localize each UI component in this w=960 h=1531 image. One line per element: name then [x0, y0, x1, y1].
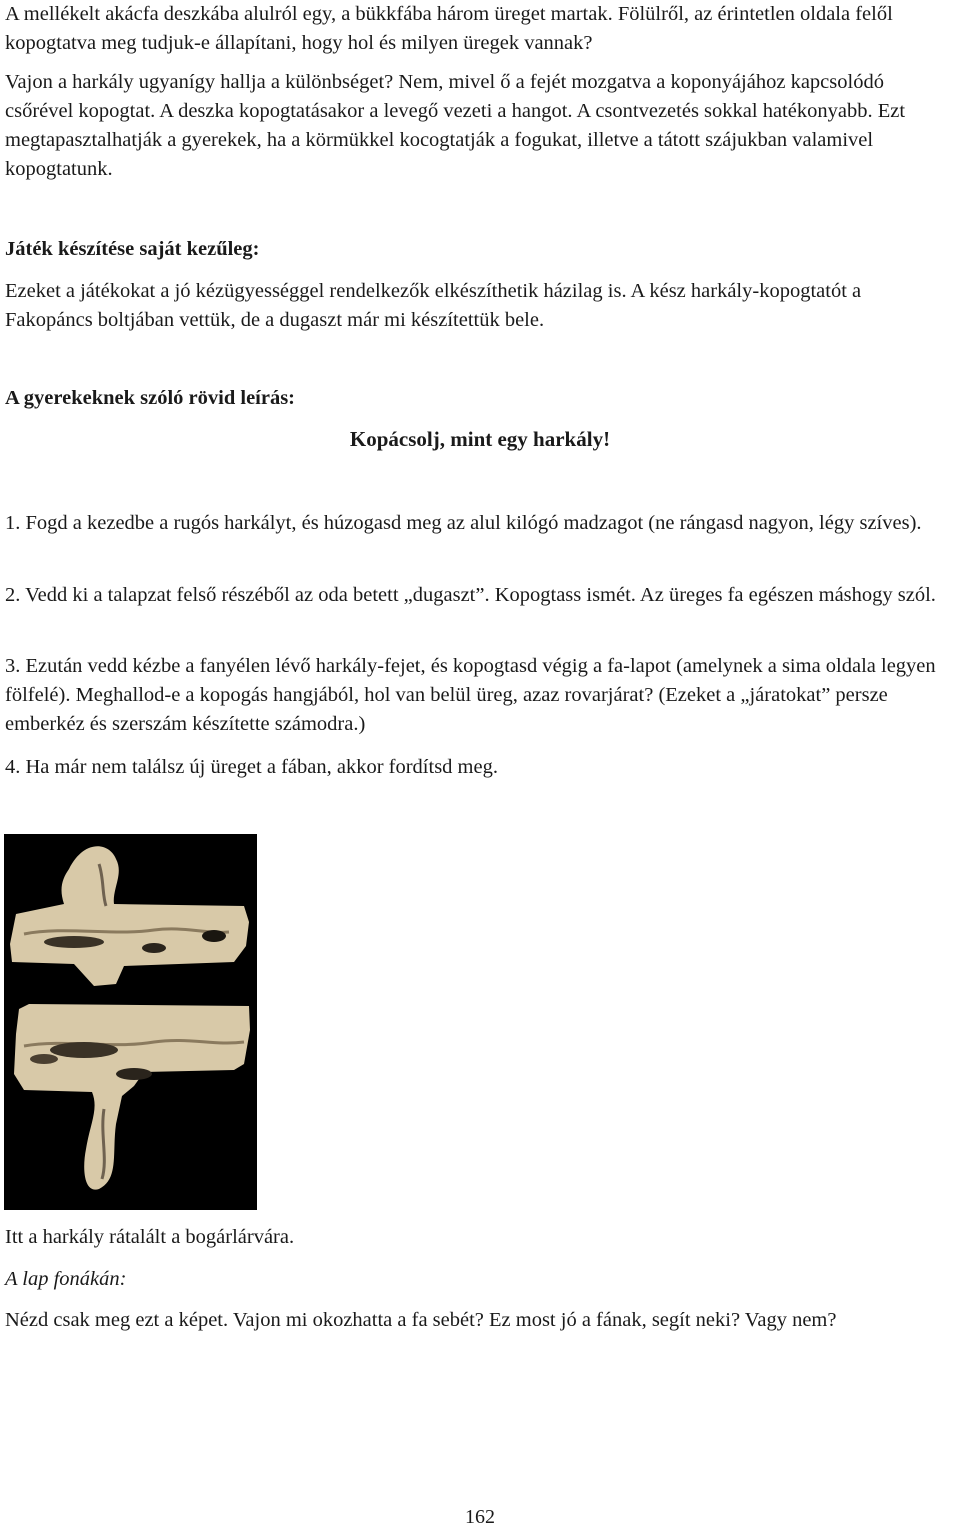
reverse-label: A lap fonákán: — [5, 1268, 127, 1290]
step-4: 4. Ha már nem találsz új üreget a fában, akkor fordítsd meg. — [5, 756, 498, 778]
step-1: 1. Fogd a kezedbe a rugós harkályt, és húzogasd meg az alul kilógó madzagot (ne rángasd nagyon, légy szíves). — [5, 512, 922, 534]
photo-caption: Itt a harkály rátalált a bogárlárvára. — [5, 1226, 295, 1248]
intro-paragraph-2: Vajon a harkály ugyanígy hallja a különbséget? Nem, mivel ő a fejét mozgatva a koponyájához kapcsolódó csőrével kopogtat. A deszka kopogtatásakor a levegő vezeti a hangot. A csontvezetés sokkal hatékonyabb. Ezt megtapasztalhatják a gyerekek, ha a körmükkel kocogtatják a fogukat, illetve a tátott szájukban valamivel kopogtatunk. — [5, 71, 906, 180]
wood-planks-illustration — [4, 834, 257, 1210]
diy-heading: Játék készítése saját kezűleg: — [5, 238, 260, 260]
wood-cavity-photo — [4, 834, 257, 1210]
page-number: 162 — [465, 1506, 495, 1528]
step-3: 3. Ezután vedd kézbe a fanyélen lévő harkály-fejet, és kopogtasd végig a fa-lapot (amelynek a sima oldala legyen fölfelé). Meghallod-e a kopogás hangjából, hol van belül üreg, azaz rovarjárat? (Ezeket a „járatokat” persze emberkéz és szerszám készítette számodra.) — [5, 655, 936, 735]
kids-heading: A gyerekeknek szóló rövid leírás: — [5, 387, 296, 409]
kids-title: Kopácsolj, mint egy harkály! — [349, 427, 611, 451]
reverse-paragraph: Nézd csak meg ezt a képet. Vajon mi okozhatta a fa sebét? Ez most jó a fának, segít neki? Vagy nem? — [5, 1309, 837, 1331]
step-2: 2. Vedd ki a talapzat felső részéből az oda betett „dugaszt”. Kopogtass ismét. Az üreges fa egészen máshogy szól. — [5, 584, 936, 606]
intro-paragraph-1: A mellékelt akácfa deszkába alulról egy, a bükkfába három üreget martak. Fölülről, az érintetlen oldala felől kopogtatva meg tudjuk-e állapítani, hogy hol és milyen üregek vannak? — [5, 3, 893, 54]
diy-paragraph: Ezeket a játékokat a jó kézügyességgel rendelkezők elkészíthetik házilag is. A kész harkály-kopogtatót a Fakopáncs boltjában vettük, de a dugaszt már mi készítettük bele. — [5, 280, 862, 331]
